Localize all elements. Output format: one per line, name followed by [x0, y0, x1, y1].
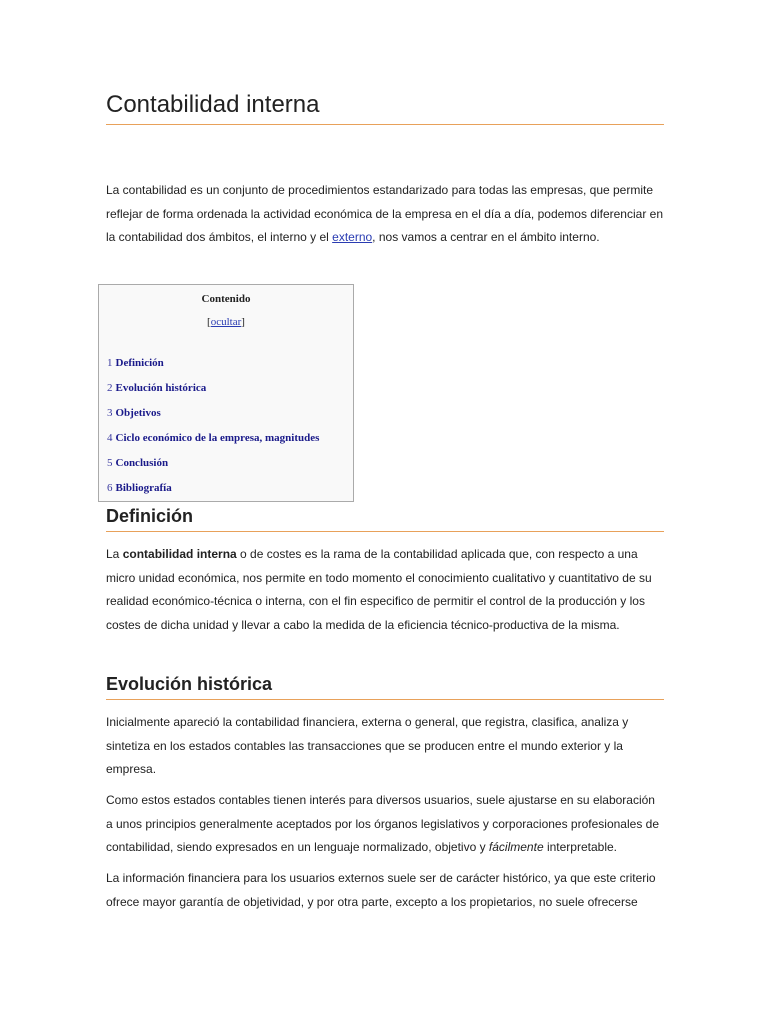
evolucion-paragraph-1: Inicialmente apareció la contabilidad financiera, externa o general, que registra, clasifica, analiza y sintetiza en los estados contables las transacciones que se producen entre el mundo exterior y la empresa. — [106, 715, 629, 777]
toc-item-definicion[interactable] — [107, 355, 319, 380]
section-heading-definicion: Definición — [106, 505, 664, 532]
toc-item-label: Evolución histórica — [115, 382, 207, 394]
evolucion-p2-italic: fácilmente — [488, 840, 544, 855]
toc-hide-link[interactable]: ocultar — [210, 316, 242, 328]
toc-item-number: 6 — [107, 482, 113, 494]
toc-item-number: 4 — [107, 432, 113, 444]
toc-list — [107, 355, 319, 505]
toc-item-label: Bibliografía — [115, 482, 172, 494]
toc-toggle — [99, 316, 353, 328]
toc-item-label: Definición — [115, 357, 164, 369]
toc-item-label: Ciclo económico de la empresa, magnitudes — [115, 432, 320, 444]
toc-item-number: 5 — [107, 457, 113, 469]
toc-item-label: Objetivos — [115, 407, 161, 419]
toc-item-number: 2 — [107, 382, 113, 394]
definicion-text-start: La — [106, 547, 123, 561]
toc-item-evolucion[interactable] — [107, 380, 319, 405]
table-of-contents — [98, 284, 354, 502]
evolucion-paragraph-3: La información financiera para los usuarios externos suele ser de carácter histórico, ya que este criterio ofrece mayor garantía de objetividad, y por otra parte, excepto a los propietarios, no suele ofrecerse — [106, 871, 656, 909]
externo-link[interactable]: externo — [332, 230, 373, 245]
definicion-bold-term: contabilidad interna — [122, 547, 237, 561]
toc-item-number: 1 — [107, 357, 113, 369]
toc-item-label: Conclusión — [115, 457, 169, 469]
toc-item-number: 3 — [107, 407, 113, 419]
toc-item-conclusion[interactable] — [107, 455, 319, 480]
intro-text-start: La contabilidad es un conjunto de procedimientos estandarizado para todas las empresas, que permite reflejar de forma ordenada la actividad económica de la empresa en el día a día, podemos diferenciar en la contabilidad dos ámbitos, el interno y el — [106, 183, 663, 245]
toc-item-bibliografia[interactable] — [107, 480, 319, 505]
evolucion-paragraph-2 — [106, 789, 664, 860]
toc-title: Contenido — [201, 293, 251, 305]
definicion-text-rest: o de costes es la rama de la contabilidad aplicada que, con respecto a una micro unidad económica, nos permite en todo momento el conocimiento cualitativo y cuantitativo de su realidad económico-técnica o interna, con el fin especifico de permitir el control de la producción y los costes de dicha unidad y llevar a cabo la medida de la eficiencia técnico-productiva de la misma. — [106, 547, 652, 633]
section-heading-evolucion: Evolución histórica — [106, 673, 664, 700]
toc-item-objetivos[interactable] — [107, 405, 319, 430]
toc-item-ciclo[interactable] — [107, 430, 319, 455]
toc-toggle-bracket-open: [ — [207, 316, 211, 328]
evolucion-p2-start: Como estos estados contables tienen interés para diversos usuarios, suele ajustarse en su elaboración a unos principios generalmente aceptados por los órganos legislativos y corporaciones profesionales de contabilidad, siendo expresados en un lenguaje normalizado, objetivo y — [106, 793, 659, 855]
definicion-paragraph — [106, 543, 664, 638]
intro-paragraph — [106, 179, 664, 250]
evolucion-p2-end: interpretable. — [543, 840, 618, 855]
toc-toggle-bracket-close: ] — [241, 316, 245, 328]
intro-text-end: , nos vamos a centrar en el ámbito interno. — [372, 230, 600, 245]
page-title: Contabilidad interna — [106, 90, 664, 125]
